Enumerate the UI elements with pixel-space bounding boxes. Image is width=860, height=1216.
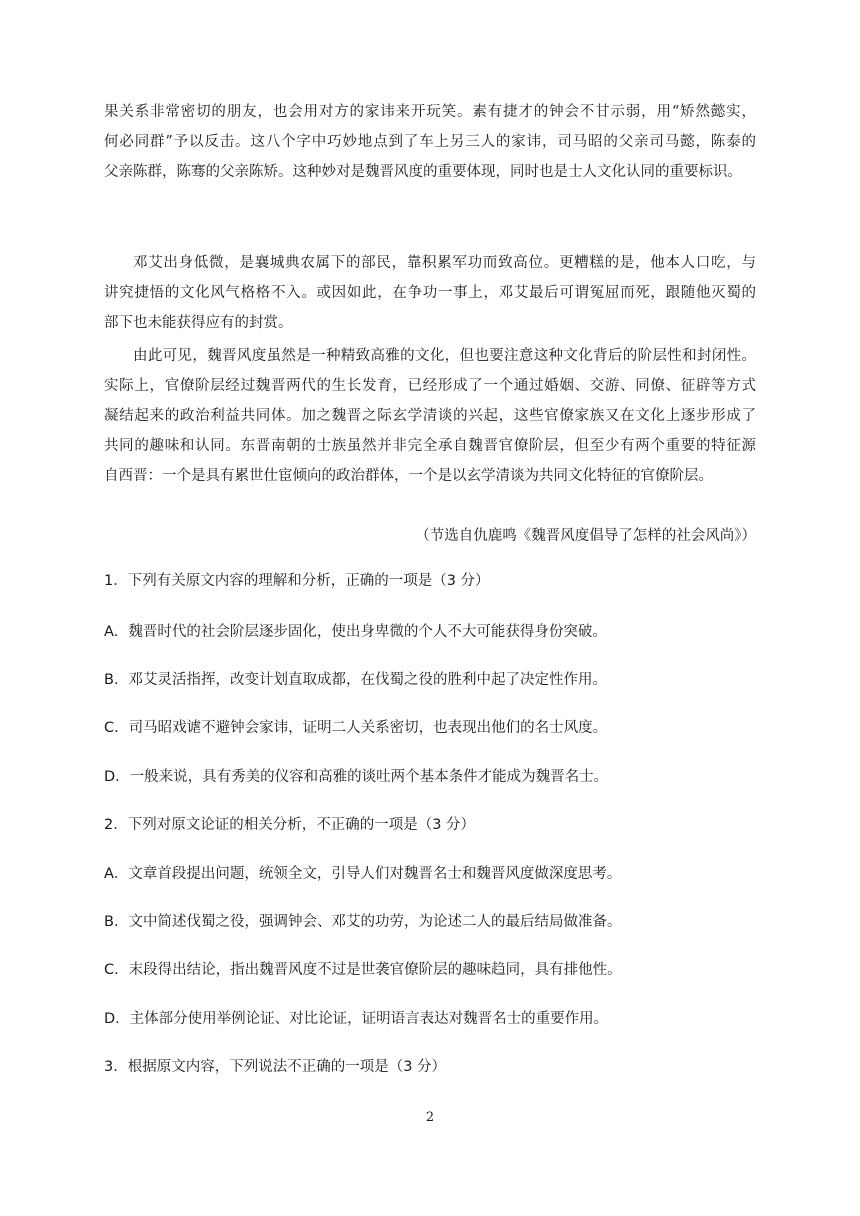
passage-line: 讲究捷悟的文化风气格格不入。或因如此，在争功一事上，邓艾最后可谓冤屈而死，跟随他灭蜀的 [104, 285, 756, 301]
question-2-stem: 2．下列对原文论证的相关分析，不正确的一项是（3 分） [104, 817, 476, 833]
question-2-option-a: A．文章首段提出问题，统领全文，引导人们对魏晋名士和魏晋风度做深度思考。 [104, 866, 622, 882]
question-1-stem: 1．下列有关原文内容的理解和分析，正确的一项是（3 分） [104, 573, 490, 589]
question-1-option-d: D．一般来说，具有秀美的仪容和高雅的谈吐两个基本条件才能成为魏晋名士。 [104, 769, 609, 785]
passage-line: 邓艾出身低微，是襄城典农属下的部民，靠积累军功而致高位。更糟糕的是，他本人口吃，与 [133, 255, 756, 271]
page-number: 2 [425, 1110, 435, 1125]
passage-line: 凝结起来的政治利益共同体。加之魏晋之际玄学清谈的兴起，这些官僚家族又在文化上逐步形成了 [104, 408, 756, 424]
passage-line: 自西晋：一个是具有累世仕宦倾向的政治群体，一个是以玄学清谈为共同文化特征的官僚阶层。 [104, 468, 713, 484]
passage-paragraph-1 [104, 97, 756, 187]
passage-line: 由此可见，魏晋风度虽然是一种精致高雅的文化，但也要注意这种文化背后的阶层性和封闭性。 [133, 348, 756, 364]
question-1-option-c: C．司马昭戏谑不避钟会家讳，证明二人关系密切，也表现出他们的名士风度。 [104, 720, 608, 736]
passage-paragraph-3 [104, 341, 756, 491]
passage-line: 何必同群”予以反击。这八个字中巧妙地点到了车上另三人的家讳，司马昭的父亲司马懿，陈泰的 [104, 134, 756, 150]
question-1-option-b: B．邓艾灵活指挥，改变计划直取成都，在伐蜀之役的胜利中起了决定性作用。 [104, 672, 607, 688]
question-2-option-d: D．主体部分使用举例论证、对比论证，证明语言表达对魏晋名士的重要作用。 [104, 1011, 609, 1027]
question-1-option-a: A．魏晋时代的社会阶层逐步固化，使出身卑微的个人不大可能获得身份突破。 [104, 624, 607, 640]
question-2-option-c: C．末段得出结论，指出魏晋风度不过是世袭官僚阶层的趣味趋同，具有排他性。 [104, 962, 622, 978]
passage-line: 父亲陈群，陈骞的父亲陈矫。这种妙对是魏晋风度的重要体现，同时也是士人文化认同的重要标识。 [104, 164, 742, 180]
question-2-option-b: B．文中简述伐蜀之役，强调钟会、邓艾的功劳，为论述二人的最后结局做准备。 [104, 914, 622, 930]
passage-source: （节选自仇鹿鸣《魏晋风度倡导了怎样的社会风尚》） [415, 528, 756, 544]
passage-line: 部下也未能获得应有的封赏。 [104, 315, 293, 331]
passage-line: 实际上，官僚阶层经过魏晋两代的生长发育，已经形成了一个通过婚姻、交游、同僚、征辟等方式 [104, 378, 756, 394]
question-3-stem: 3．根据原文内容，下列说法不正确的一项是（3 分） [104, 1059, 447, 1075]
passage-line: 共同的趣味和认同。东晋南朝的士族虽然并非完全承自魏晋官僚阶层，但至少有两个重要的特征源 [104, 438, 756, 454]
passage-line: 果关系非常密切的朋友，也会用对方的家讳来开玩笑。素有捷才的钟会不甘示弱，用“矫然懿实， [104, 104, 756, 120]
passage-paragraph-2 [104, 248, 756, 338]
